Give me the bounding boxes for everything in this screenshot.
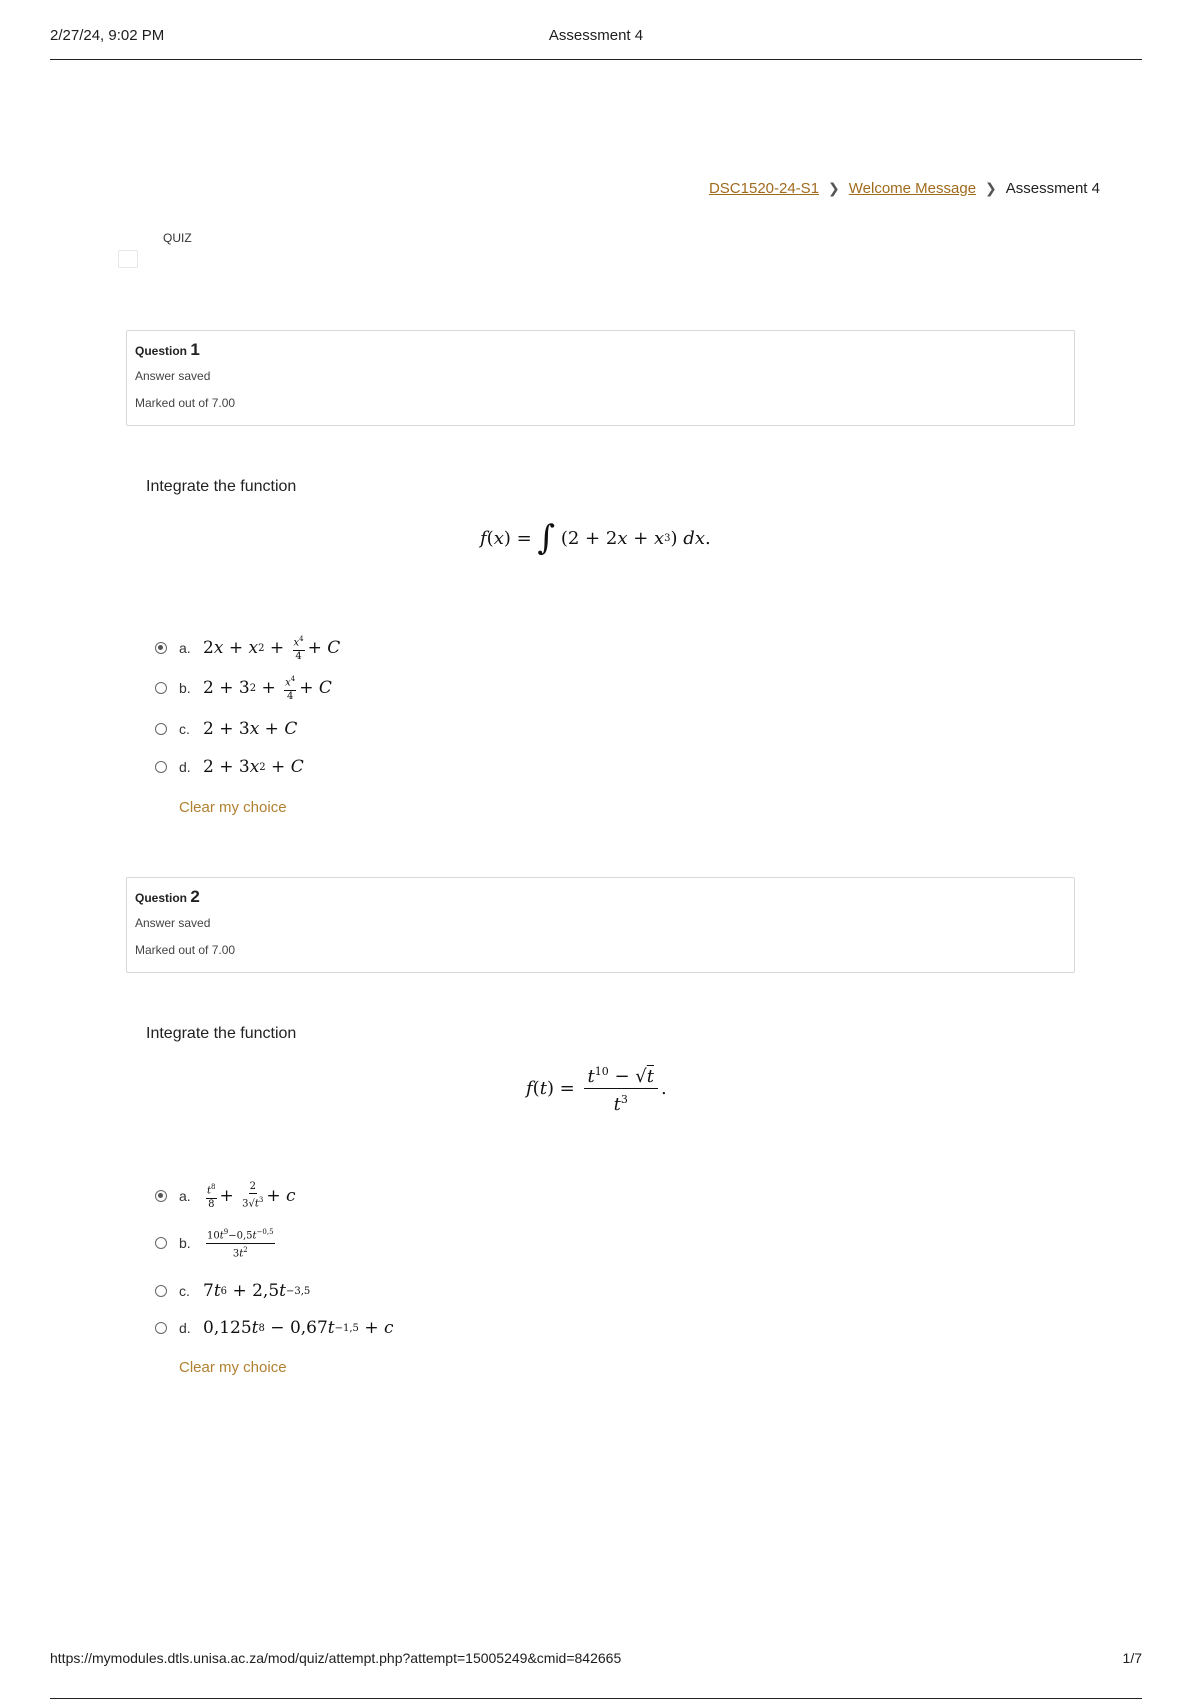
answer-option-d[interactable] [155, 1316, 394, 1340]
option-letter: c. [179, 721, 190, 737]
answer-option-b[interactable] [155, 676, 332, 700]
option-answer: $\frac{t^8}{8}$ + $\frac{2}{3√t^3}$ + c [207, 1181, 296, 1210]
print-header [50, 27, 1142, 60]
question-heading-label: Question [135, 891, 188, 905]
radio-button[interactable] [155, 1237, 167, 1249]
radio-button[interactable] [155, 761, 167, 773]
print-footer [50, 1650, 1142, 1699]
question-prompt: Integrate the function [146, 1025, 297, 1042]
question-state: Answer saved [135, 369, 211, 383]
breadcrumb-current: Assessment 4 [1005, 180, 1100, 197]
answer-option-a[interactable] [155, 636, 340, 660]
footer-url: https://mymodules.dtls.unisa.ac.za/mod/quiz/attempt.php?attempt=15005249&cmid=842665 [50, 1650, 622, 1666]
option-answer: 2 + 3 2 + $\frac{x^4}{4}$ + C [203, 675, 332, 702]
clear-choice-link[interactable]: Clear my choice [179, 799, 287, 816]
option-letter: b. [179, 1235, 191, 1251]
option-letter: a. [179, 1188, 191, 1204]
option-answer: 7 t 6 + 2,5 t −3,5 [203, 1281, 311, 1301]
radio-button[interactable] [155, 1190, 167, 1202]
question-formula: f ( t ) = $\frac{t^{10} - √t}{t^3}$ . [526, 1062, 667, 1114]
question-prompt: Integrate the function [146, 478, 297, 495]
question-grade: Marked out of 7.00 [135, 943, 236, 957]
option-answer: 0,125 t 8 − 0,67 t −1,5 + c [203, 1318, 394, 1338]
question-number: 1 [190, 340, 200, 359]
question-info-2 [126, 877, 1075, 973]
question-formula: f ( x ) = ∫ (2 + 2 x + x 3 ) dx . [480, 518, 711, 558]
question-info-1 [126, 330, 1075, 426]
question-number: 2 [190, 887, 200, 906]
chevron-right-icon: ❯ [828, 180, 840, 196]
radio-button[interactable] [155, 642, 167, 654]
option-letter: d. [179, 1320, 191, 1336]
activity-type-label: QUIZ [163, 231, 192, 245]
answer-option-d[interactable] [155, 755, 304, 779]
option-letter: b. [179, 680, 191, 696]
option-letter: d. [179, 759, 191, 775]
radio-button[interactable] [155, 1322, 167, 1334]
radio-button[interactable] [155, 723, 167, 735]
answer-option-c[interactable] [155, 717, 297, 741]
breadcrumb-section-link[interactable]: Welcome Message [848, 180, 977, 197]
question-heading [135, 887, 200, 907]
option-answer: 2 + 3 x 2 + C [203, 757, 304, 777]
quiz-icon [118, 250, 138, 268]
radio-button[interactable] [155, 1285, 167, 1297]
option-answer: 2 x + x 2 + $\frac{x^4}{4}$ + C [203, 635, 341, 662]
question-heading-label: Question [135, 344, 188, 358]
chevron-right-icon: ❯ [985, 180, 997, 196]
option-answer: $\frac{10t^9-0,5t^{-0,5}}{3t^2}$ [207, 1228, 274, 1259]
page-number: 1/7 [1122, 1650, 1142, 1666]
answer-option-b[interactable] [155, 1228, 278, 1259]
question-grade: Marked out of 7.00 [135, 396, 236, 410]
breadcrumb-course-link[interactable]: DSC1520-24-S1 [708, 180, 820, 197]
print-title: Assessment 4 [548, 27, 644, 44]
answer-option-c[interactable] [155, 1279, 310, 1303]
clear-choice-link[interactable]: Clear my choice [179, 1359, 287, 1376]
answer-option-a[interactable] [155, 1181, 296, 1210]
breadcrumb [709, 180, 1100, 197]
option-letter: a. [179, 640, 191, 656]
question-state: Answer saved [135, 916, 211, 930]
question-heading [135, 340, 200, 360]
option-letter: c. [179, 1283, 190, 1299]
option-answer: 2 + 3 x + C [203, 719, 298, 739]
print-date: 2/27/24, 9:02 PM [50, 27, 165, 44]
radio-button[interactable] [155, 682, 167, 694]
